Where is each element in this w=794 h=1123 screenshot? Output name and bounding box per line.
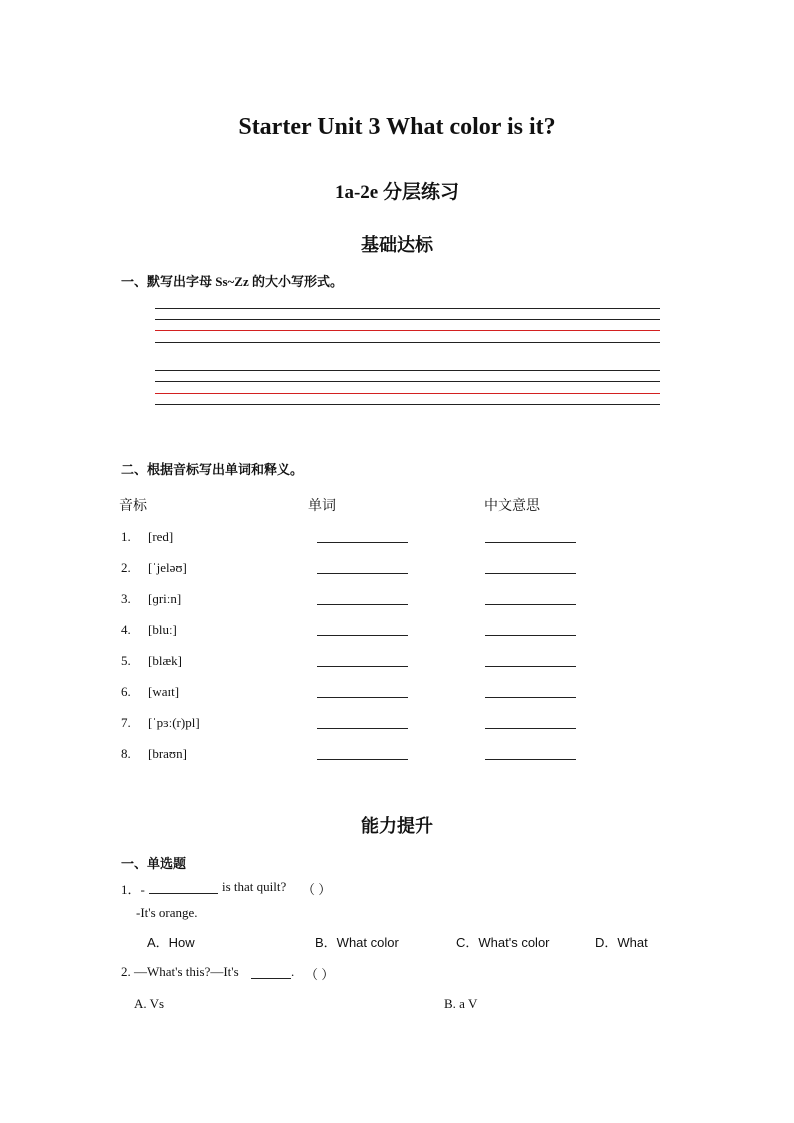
section-basic-title: 基础达标: [361, 235, 433, 255]
word-blank[interactable]: [317, 604, 408, 605]
writing-line-red: [155, 330, 660, 331]
row-phonetic: [ɡriːn]: [148, 591, 182, 606]
meaning-blank[interactable]: [485, 728, 576, 729]
row-number: 6.: [121, 684, 131, 699]
row-number: 1.: [121, 529, 131, 544]
writing-line: [155, 404, 660, 405]
mc-question-1-response: -It's orange.: [136, 905, 198, 920]
mc-question-1-number: 1．-: [121, 882, 145, 897]
mc-question-1-option-d[interactable]: D．What: [595, 935, 648, 950]
writing-line: [155, 370, 660, 371]
meaning-blank[interactable]: [485, 542, 576, 543]
row-number: 4.: [121, 622, 131, 637]
mc-question-2-tail: .: [291, 964, 295, 979]
row-phonetic: [waɪt]: [148, 684, 180, 699]
meaning-blank[interactable]: [485, 697, 576, 698]
column-header-phonetic: 音标: [119, 497, 147, 513]
row-phonetic: [blæk]: [148, 653, 182, 668]
mc-question-2-stem: 2. —What's this?—It's: [121, 964, 239, 979]
writing-line: [155, 381, 660, 382]
mc-question-1-answer-paren[interactable]: （ ）: [302, 882, 332, 897]
word-blank[interactable]: [317, 635, 408, 636]
row-phonetic: [red]: [148, 529, 174, 544]
row-phonetic: [ˈpɜː(r)pl]: [148, 715, 200, 730]
writing-line: [155, 308, 660, 309]
meaning-blank[interactable]: [485, 604, 576, 605]
writing-line-red: [155, 393, 660, 394]
meaning-blank[interactable]: [485, 573, 576, 574]
row-phonetic: [ˈjeləʊ]: [148, 560, 187, 575]
question-2-heading: 二、根据音标写出单词和释义。: [121, 462, 304, 477]
row-number: 8.: [121, 746, 131, 761]
row-phonetic: [braʊn]: [148, 746, 187, 761]
mc-question-1-option-b[interactable]: B．What color: [315, 935, 399, 950]
column-header-meaning: 中文意思: [484, 497, 540, 513]
word-blank[interactable]: [317, 728, 408, 729]
mc-question-2-answer-paren[interactable]: （ ）: [305, 967, 335, 982]
page-title: Starter Unit 3 What color is it?: [238, 114, 556, 140]
row-number: 5.: [121, 653, 131, 668]
mc-question-1-blank[interactable]: [149, 893, 218, 894]
row-number: 3.: [121, 591, 131, 606]
mc-question-1-option-c[interactable]: C．What's color: [456, 935, 550, 950]
word-blank[interactable]: [317, 759, 408, 760]
writing-line: [155, 342, 660, 343]
mc-question-2-option-a[interactable]: A. Vs: [134, 996, 165, 1011]
meaning-blank[interactable]: [485, 759, 576, 760]
word-blank[interactable]: [317, 666, 408, 667]
section-advanced-title: 能力提升: [361, 816, 433, 836]
multiple-choice-heading: 一、单选题: [121, 856, 187, 871]
writing-line: [155, 319, 660, 320]
mc-question-2-option-b[interactable]: B. a V: [444, 996, 478, 1011]
word-blank[interactable]: [317, 542, 408, 543]
row-phonetic: [bluː]: [148, 622, 177, 637]
page-subtitle: 1a-2e 分层练习: [334, 182, 459, 203]
meaning-blank[interactable]: [485, 635, 576, 636]
word-blank[interactable]: [317, 573, 408, 574]
word-blank[interactable]: [317, 697, 408, 698]
row-number: 7.: [121, 715, 131, 730]
mc-question-1-option-a[interactable]: A．How: [147, 935, 195, 950]
question-1-heading: 一、默写出字母 Ss~Zz 的大小写形式。: [121, 274, 343, 289]
row-number: 2.: [121, 560, 131, 575]
column-header-word: 单词: [308, 497, 336, 513]
meaning-blank[interactable]: [485, 666, 576, 667]
mc-question-1-stem: is that quilt?: [222, 879, 287, 894]
mc-question-2-blank[interactable]: [251, 978, 291, 979]
